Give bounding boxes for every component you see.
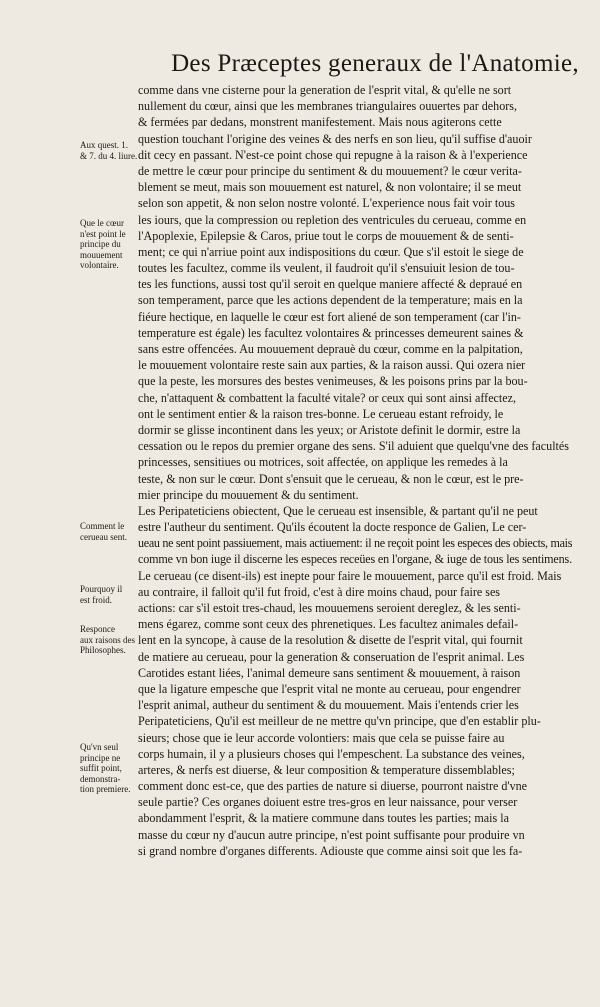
body-line: tes les functions, aussi tost qu'il seroit en quelque maniere affecté & depraué en bbox=[138, 277, 523, 292]
body-line: comment donc est-ce, que des parties de nature si diuerse, pourront naistre d'vne bbox=[138, 779, 528, 794]
margin-note-line: principe du bbox=[80, 239, 121, 249]
margin-note-line: cerueau sent. bbox=[80, 531, 127, 542]
body-line: ont le sentiment entier & la raison tres-bonne. Le cerueau estant refroidy, le bbox=[138, 406, 504, 421]
body-line: arteres, & nerfs est diuerse, & leur composition & temperature dissemblables; bbox=[138, 762, 515, 777]
body-line: sans estre offencées. Au mouuement deprauè du cœur, comme en la palpitation, bbox=[138, 342, 523, 356]
margin-note-line: Philosophes. bbox=[80, 645, 126, 655]
margin-note-line: volontaire. bbox=[80, 260, 119, 270]
margin-note-line: suffit point, bbox=[80, 763, 122, 773]
body-line: Carotides estant liées, l'animal demeure sans sentiment & mouuement, à raison bbox=[138, 665, 521, 680]
body-line: seule partie? Ces organes doiuent estre tres-gros en leur naissance, pour verser bbox=[138, 795, 518, 810]
body-line: nullement du cœur, ainsi que les membranes triangulaires ouuertes par dehors, bbox=[138, 99, 518, 114]
body-line: Le cerueau (ce disent-ils) est inepte pour faire le mouuement, parce qu'il est froid. Mais bbox=[138, 568, 562, 583]
body-line: Peripateticiens, Qu'il est meilleur de ne mettre qu'vn principe, que d'en establir plu- bbox=[138, 714, 541, 729]
body-line: les iours, que la compression ou repletion des ventricules du cerueau, comme en bbox=[138, 212, 527, 227]
margin-note-3 bbox=[80, 521, 136, 542]
margin-note-line: est froid. bbox=[80, 594, 112, 605]
body-line: Les Peripateticiens obiectent, Que le cerueau est insensible, & partant qu'il ne peut bbox=[138, 503, 538, 518]
body-line: son temperament, parce que les actions dependent de la temperature; mais en la bbox=[138, 293, 523, 308]
margin-note-line: Que le cœur bbox=[80, 218, 124, 228]
body-line: ueau ne sent point passiuement, mais actiuement: il ne reçoit point les especes des obiects, mais bbox=[138, 536, 572, 551]
body-line: abondamment l'esprit, & la matiere commune dans toutes les parties; mais la bbox=[138, 811, 509, 826]
body-line: le mouuement volontaire reste sain aux parties, & la raison aussi. Qui ozera nier bbox=[138, 358, 526, 373]
margin-note-line: n'est point le bbox=[80, 228, 126, 239]
margin-note-6 bbox=[80, 742, 136, 795]
body-line: de mettre le cœur pour principe du sentiment & du mouuement? le cœur verita- bbox=[138, 163, 522, 178]
body-line: dit cecy en passant. N'est-ce point chose qui repugne à la raison & à l'experience bbox=[138, 147, 528, 162]
body-line: fiéure hectique, en laquelle le cœur est fort aliené de son temperament (car l'in- bbox=[138, 309, 521, 324]
body-line: princesses, sensitiues ou motrices, soit affectée, on applique les remedes à la bbox=[138, 455, 508, 470]
body-line: au contraire, il falloit qu'il fut froid, c'est à dire moins chaud, pour faire ses bbox=[138, 584, 501, 599]
body-line: actions: car s'il estoit tres-chaud, les mouuemens seroient dereglez, & les senti- bbox=[138, 601, 521, 615]
margin-note-line: Pourquoy il bbox=[80, 584, 123, 594]
margin-note-line: & 7. du 4. liure. bbox=[80, 150, 138, 161]
body-line: si grand nombre d'organes differents. Adiouste que comme ainsi soit que les fa- bbox=[138, 843, 523, 858]
body-line: que la peste, les morsures des bestes venimeuses, & les poisons prins par la bou- bbox=[138, 374, 528, 389]
body-line: ment; ce qui n'arriue point aux indispositions du cœur. Que s'il estoit le siege de bbox=[138, 244, 524, 259]
running-head: Des Præceptes generaux de l'Anatomie, bbox=[171, 50, 579, 77]
body-line: & fermées par dedans, monstrent manifestement. Mais nous agiterons cette bbox=[138, 115, 502, 130]
body-line: blement se meut, mais son mouuement est naturel, & non volontaire; il se meut bbox=[138, 180, 522, 195]
body-line: sieurs; chose que ie leur accorde volontiers: mais que cela se puisse faire au bbox=[138, 730, 505, 745]
margin-note-4 bbox=[80, 584, 136, 605]
body-line: mier principe du mouuement & du sentiment. bbox=[138, 487, 359, 502]
body-line: toutes les facultez, comme ils veulent, il faudroit qu'il s'ensuiuit lesion de tou- bbox=[138, 261, 515, 276]
body-line: dormir se glisse incontinent dans les yeux; or Aristote definit le dormir, estre la bbox=[138, 422, 521, 437]
body-line: l'Apoplexie, Epilepsie & Caros, priue tout le corps de mouuement & de senti- bbox=[138, 228, 514, 243]
margin-note-line: aux raisons des bbox=[80, 634, 135, 645]
margin-note-line: Qu'vn seul bbox=[80, 742, 119, 752]
body-line: l'esprit animal, autheur du sentiment & du mouuement. Mais i'entends crier les bbox=[138, 698, 519, 713]
body-line: corps humain, il y a plusieurs choses qui l'empeschent. La substance des veines, bbox=[138, 746, 525, 761]
body-line: mens égarez, comme sont ceux des phrenetiques. Les facultez animales defail- bbox=[138, 617, 519, 632]
body-line: masse du cœur ny d'aucun autre principe, n'est point suffisante pour produire vn bbox=[138, 827, 525, 842]
margin-note-line: demonstra- bbox=[80, 773, 121, 784]
body-line: selon son appetit, & non selon nostre volonté. L'experience nous fait voir tous bbox=[138, 196, 516, 211]
body-line: lent en la syncope, à cause de la resolution & disette de l'esprit vital, qui fournit bbox=[138, 633, 523, 648]
margin-note-line: Comment le bbox=[80, 521, 125, 531]
margin-note-2 bbox=[80, 218, 136, 271]
margin-note-line: mouuement bbox=[80, 249, 123, 260]
body-line: estre l'autheur du sentiment. Qu'ils écoutent la docte responce de Galien, Le cer- bbox=[138, 520, 527, 535]
body-line: de matiere au cerueau, pour la generation & conseruation de l'esprit animal. Les bbox=[138, 649, 525, 664]
body-line: comme dans vne cisterne pour la generation de l'esprit vital, & qu'elle ne sort bbox=[138, 83, 512, 97]
body-line: que la ligature empesche que l'esprit vital ne monte au cerueau, pour engendrer bbox=[138, 681, 521, 696]
body-line: cessation ou le repos du premier organe des sens. S'il aduient que quelqu'vne des facultés bbox=[138, 439, 569, 454]
margin-note-line: tion premiere. bbox=[80, 784, 131, 794]
margin-note-5 bbox=[80, 624, 136, 656]
margin-note-line: Aux quest. 1. bbox=[80, 140, 128, 150]
body-line: che, n'attaquent & combattent la faculté vitale? or ceux qui sont ainsi affectez, bbox=[138, 390, 517, 405]
body-line: temperature est égale) les facultez volontaires & princesses demeurent saines & bbox=[138, 325, 524, 340]
body-line: comme vn bon iuge il discerne les especes receües en l'organe, & iuge de tous les sentimens. bbox=[138, 552, 572, 567]
body-line: question touchant l'origine des veines & des nerfs en son lieu, qu'il suffise d'auoir bbox=[138, 131, 532, 146]
body-text bbox=[138, 82, 572, 859]
margin-note-line: principe ne bbox=[80, 752, 121, 763]
margin-note-line: Responce bbox=[80, 624, 115, 634]
margin-note-1 bbox=[80, 140, 136, 161]
body-line: teste, & non sur le cœur. Dont s'ensuit que le cerueau, & non le cœur, est le pre- bbox=[138, 471, 524, 486]
